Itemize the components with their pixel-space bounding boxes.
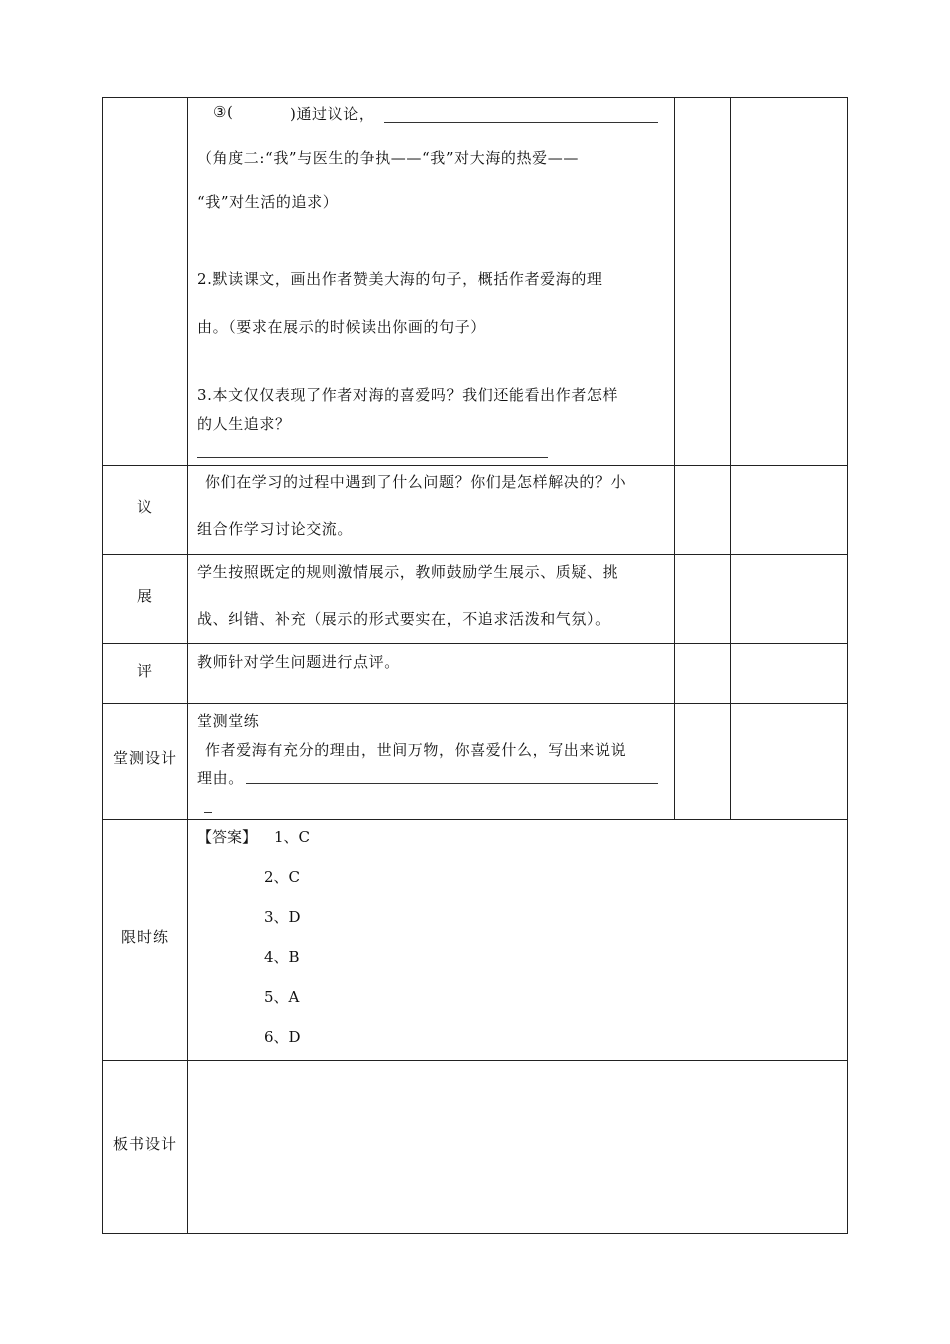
test-answer-blank-tail: [204, 812, 212, 813]
question2-line2: 由。（要求在展示的时候读出你画的句子）: [197, 318, 486, 336]
question3-answer-blank[interactable]: [197, 457, 548, 458]
show-line1: 学生按照既定的规则激情展示，教师鼓励学生展示、质疑、挑: [197, 563, 619, 581]
row-divider: [102, 465, 848, 466]
answer-item: 5、A: [264, 988, 300, 1006]
row-label-comment: 评: [136, 662, 153, 680]
test-line2: 理由。: [197, 769, 244, 787]
row-label-show: 展: [136, 587, 153, 605]
row-label-test: 堂测设计: [112, 749, 177, 767]
question3-line1: 3.本文仅仅表现了作者对海的喜爱吗？我们还能看出作者怎样: [197, 386, 619, 404]
row-divider: [102, 554, 848, 555]
item3-answer-blank[interactable]: [384, 122, 658, 123]
angle2-line2: “我”对生活的追求）: [197, 193, 339, 211]
column-divider: [674, 97, 675, 819]
answer-item: 1、C: [274, 828, 311, 846]
answer-item: 2、C: [264, 868, 301, 886]
row-label-discuss: 议: [136, 498, 153, 516]
answer-item: 6、D: [264, 1028, 301, 1046]
test-title: 堂测堂练: [197, 712, 260, 730]
question3-line2: 的人生追求？: [197, 415, 291, 433]
angle2-line1: （角度二:“我”与医生的争执——“我”对大海的热爱——: [197, 149, 579, 167]
row-divider: [102, 643, 848, 644]
row-label-board: 板书设计: [112, 1135, 177, 1153]
show-line2: 战、纠错、补充（展示的形式要实在，不追求活泼和气氛）。: [197, 610, 611, 628]
answer-tag: 【答案】: [197, 828, 258, 846]
item3-suffix: )通过议论，: [290, 105, 375, 123]
column-divider: [730, 97, 731, 819]
item3-prefix: ③(: [213, 103, 234, 121]
answer-item: 4、B: [264, 948, 300, 966]
question2-line1: 2.默读课文，画出作者赞美大海的句子，概括作者爱海的理: [197, 270, 603, 288]
discuss-line1: 你们在学习的过程中遇到了什么问题？你们是怎样解决的？小: [205, 473, 627, 491]
comment-line1: 教师针对学生问题进行点评。: [197, 653, 400, 671]
row-label-timed: 限时练: [120, 928, 169, 946]
discuss-line2: 组合作学习讨论交流。: [197, 520, 354, 538]
row-divider: [102, 819, 848, 820]
answer-item: 3、D: [264, 908, 301, 926]
row-divider: [102, 703, 848, 704]
test-answer-blank[interactable]: [246, 783, 658, 784]
board-design-area[interactable]: [188, 1061, 847, 1233]
test-line1: 作者爱海有充分的理由，世间万物，你喜爱什么，写出来说说: [205, 741, 627, 759]
